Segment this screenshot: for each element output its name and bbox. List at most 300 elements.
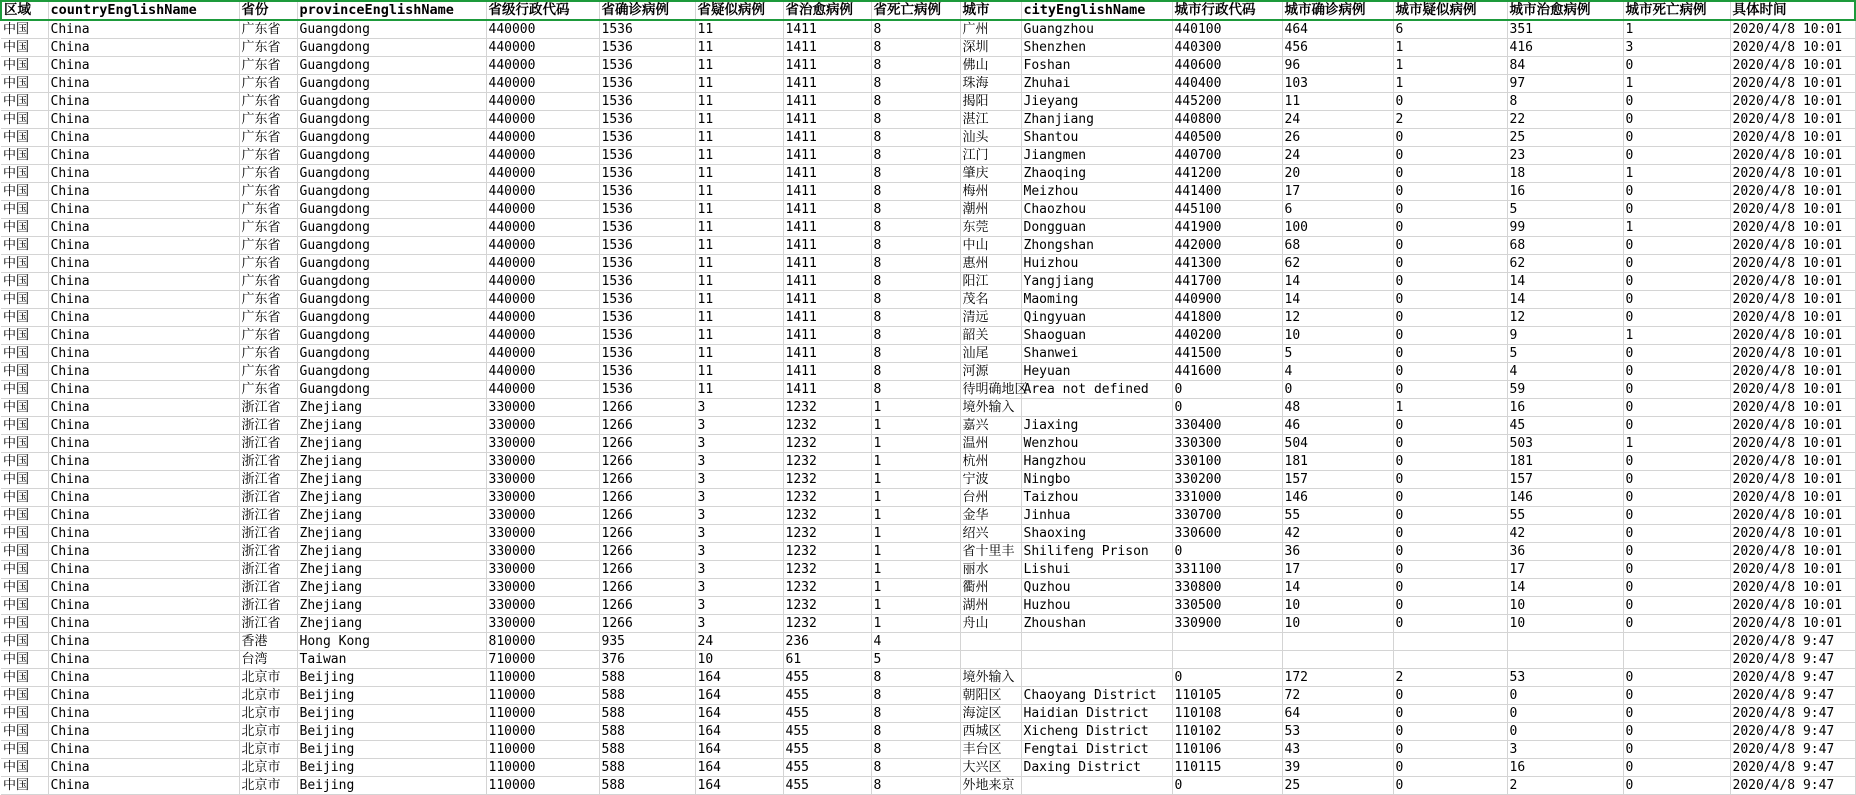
- table-cell[interactable]: 1232: [783, 597, 871, 615]
- table-cell[interactable]: 455: [783, 759, 871, 777]
- column-header[interactable]: 省治愈病例: [783, 1, 871, 20]
- table-cell[interactable]: 2020/4/8 9:47: [1730, 651, 1855, 669]
- table-cell[interactable]: China: [48, 291, 239, 309]
- table-cell[interactable]: 2020/4/8 10:01: [1730, 57, 1855, 75]
- table-cell[interactable]: 1411: [783, 273, 871, 291]
- table-cell[interactable]: 1411: [783, 111, 871, 129]
- table-cell[interactable]: 441300: [1172, 255, 1282, 273]
- column-header[interactable]: 城市: [960, 1, 1021, 20]
- table-cell[interactable]: 25: [1282, 777, 1393, 795]
- table-cell[interactable]: 331100: [1172, 561, 1282, 579]
- table-cell[interactable]: 11: [695, 147, 783, 165]
- table-cell[interactable]: Zhejiang: [297, 489, 486, 507]
- table-cell[interactable]: China: [48, 579, 239, 597]
- table-cell[interactable]: Foshan: [1021, 57, 1172, 75]
- table-cell[interactable]: 5: [1282, 345, 1393, 363]
- table-cell[interactable]: Guangdong: [297, 183, 486, 201]
- table-cell[interactable]: 0: [1507, 723, 1623, 741]
- table-cell[interactable]: 1232: [783, 615, 871, 633]
- table-cell[interactable]: 梅州: [960, 183, 1021, 201]
- table-cell[interactable]: 0: [1507, 687, 1623, 705]
- table-cell[interactable]: 1536: [599, 111, 695, 129]
- table-cell[interactable]: 1232: [783, 507, 871, 525]
- table-cell[interactable]: 8: [871, 705, 960, 723]
- table-cell[interactable]: 416: [1507, 39, 1623, 57]
- table-cell[interactable]: Guangdong: [297, 219, 486, 237]
- table-cell[interactable]: 0: [1393, 687, 1507, 705]
- table-cell[interactable]: 12: [1282, 309, 1393, 327]
- table-cell[interactable]: 香港: [239, 633, 297, 651]
- table-cell[interactable]: China: [48, 489, 239, 507]
- table-cell[interactable]: 0: [1393, 201, 1507, 219]
- table-cell[interactable]: 2: [1393, 111, 1507, 129]
- table-cell[interactable]: 0: [1393, 273, 1507, 291]
- table-cell[interactable]: 36: [1282, 543, 1393, 561]
- table-cell[interactable]: 韶关: [960, 327, 1021, 345]
- table-cell[interactable]: 110106: [1172, 741, 1282, 759]
- table-cell[interactable]: 16: [1507, 183, 1623, 201]
- table-cell[interactable]: 0: [1623, 741, 1730, 759]
- table-cell[interactable]: 14: [1282, 273, 1393, 291]
- table-cell[interactable]: [1507, 633, 1623, 651]
- table-cell[interactable]: 146: [1507, 489, 1623, 507]
- table-cell[interactable]: 440000: [486, 309, 599, 327]
- table-cell[interactable]: 0: [1393, 579, 1507, 597]
- table-cell[interactable]: 0: [1172, 543, 1282, 561]
- table-cell[interactable]: [1393, 633, 1507, 651]
- table-cell[interactable]: China: [48, 39, 239, 57]
- table-cell[interactable]: 588: [599, 741, 695, 759]
- table-cell[interactable]: China: [48, 75, 239, 93]
- table-cell[interactable]: 海淀区: [960, 705, 1021, 723]
- table-cell[interactable]: 12: [1507, 309, 1623, 327]
- table-cell[interactable]: 1536: [599, 327, 695, 345]
- table-cell[interactable]: 8: [871, 345, 960, 363]
- table-cell[interactable]: 1: [1393, 75, 1507, 93]
- table-cell[interactable]: 揭阳: [960, 93, 1021, 111]
- table-cell[interactable]: 3: [695, 561, 783, 579]
- table-cell[interactable]: China: [48, 327, 239, 345]
- table-cell[interactable]: 46: [1282, 417, 1393, 435]
- column-header[interactable]: 城市行政代码: [1172, 1, 1282, 20]
- table-cell[interactable]: 0: [1172, 399, 1282, 417]
- table-cell[interactable]: 浙江省: [239, 435, 297, 453]
- column-header[interactable]: 具体时间: [1730, 1, 1855, 20]
- table-cell[interactable]: 440000: [486, 111, 599, 129]
- table-cell[interactable]: 8: [871, 219, 960, 237]
- table-cell[interactable]: 99: [1507, 219, 1623, 237]
- table-cell[interactable]: 5: [1507, 345, 1623, 363]
- table-cell[interactable]: Daxing District: [1021, 759, 1172, 777]
- table-cell[interactable]: 3: [1623, 39, 1730, 57]
- table-cell[interactable]: 中国: [1, 57, 48, 75]
- table-cell[interactable]: 0: [1623, 111, 1730, 129]
- table-cell[interactable]: 省十里丰: [960, 543, 1021, 561]
- table-cell[interactable]: 1411: [783, 75, 871, 93]
- table-cell[interactable]: 2020/4/8 10:01: [1730, 147, 1855, 165]
- table-cell[interactable]: 宁波: [960, 471, 1021, 489]
- table-cell[interactable]: 佛山: [960, 57, 1021, 75]
- table-cell[interactable]: Guangdong: [297, 129, 486, 147]
- table-cell[interactable]: China: [48, 687, 239, 705]
- table-cell[interactable]: 330700: [1172, 507, 1282, 525]
- table-cell[interactable]: 0: [1393, 183, 1507, 201]
- table-cell[interactable]: 0: [1393, 489, 1507, 507]
- table-cell[interactable]: 441800: [1172, 309, 1282, 327]
- table-cell[interactable]: 朝阳区: [960, 687, 1021, 705]
- table-cell[interactable]: 广东省: [239, 381, 297, 399]
- table-cell[interactable]: 8: [871, 381, 960, 399]
- table-cell[interactable]: China: [48, 165, 239, 183]
- table-cell[interactable]: China: [48, 201, 239, 219]
- table-cell[interactable]: 3: [695, 471, 783, 489]
- table-cell[interactable]: 0: [1393, 723, 1507, 741]
- table-cell[interactable]: 5: [1507, 201, 1623, 219]
- table-cell[interactable]: 503: [1507, 435, 1623, 453]
- table-cell[interactable]: 1232: [783, 579, 871, 597]
- table-cell[interactable]: 广东省: [239, 147, 297, 165]
- table-cell[interactable]: 中国: [1, 435, 48, 453]
- table-cell[interactable]: Meizhou: [1021, 183, 1172, 201]
- table-cell[interactable]: 汕头: [960, 129, 1021, 147]
- table-cell[interactable]: 0: [1393, 759, 1507, 777]
- table-cell[interactable]: 广东省: [239, 201, 297, 219]
- table-cell[interactable]: 330000: [486, 471, 599, 489]
- table-cell[interactable]: 2020/4/8 10:01: [1730, 237, 1855, 255]
- table-cell[interactable]: 1411: [783, 309, 871, 327]
- table-cell[interactable]: 2020/4/8 10:01: [1730, 183, 1855, 201]
- table-cell[interactable]: Chaozhou: [1021, 201, 1172, 219]
- table-cell[interactable]: 3: [695, 615, 783, 633]
- table-cell[interactable]: 0: [1623, 273, 1730, 291]
- table-cell[interactable]: 中国: [1, 273, 48, 291]
- table-cell[interactable]: 440400: [1172, 75, 1282, 93]
- table-cell[interactable]: 1536: [599, 381, 695, 399]
- table-cell[interactable]: 3: [695, 417, 783, 435]
- table-cell[interactable]: China: [48, 417, 239, 435]
- table-cell[interactable]: 中国: [1, 165, 48, 183]
- table-cell[interactable]: 广东省: [239, 129, 297, 147]
- table-cell[interactable]: 440700: [1172, 147, 1282, 165]
- table-cell[interactable]: 广东省: [239, 255, 297, 273]
- table-cell[interactable]: 455: [783, 777, 871, 795]
- table-cell[interactable]: 588: [599, 723, 695, 741]
- table-cell[interactable]: 8: [871, 201, 960, 219]
- table-cell[interactable]: 1411: [783, 129, 871, 147]
- table-cell[interactable]: 3: [695, 507, 783, 525]
- table-cell[interactable]: 440000: [486, 93, 599, 111]
- table-cell[interactable]: 11: [695, 201, 783, 219]
- table-cell[interactable]: 1411: [783, 93, 871, 111]
- table-cell[interactable]: Shaoguan: [1021, 327, 1172, 345]
- table-cell[interactable]: 2020/4/8 9:47: [1730, 759, 1855, 777]
- table-cell[interactable]: 455: [783, 669, 871, 687]
- table-cell[interactable]: 0: [1623, 723, 1730, 741]
- table-cell[interactable]: China: [48, 741, 239, 759]
- table-cell[interactable]: 330900: [1172, 615, 1282, 633]
- table-cell[interactable]: 北京市: [239, 759, 297, 777]
- table-cell[interactable]: 广东省: [239, 363, 297, 381]
- table-cell[interactable]: 2020/4/8 10:01: [1730, 327, 1855, 345]
- table-cell[interactable]: 0: [1393, 615, 1507, 633]
- table-cell[interactable]: 8: [871, 273, 960, 291]
- table-cell[interactable]: 2020/4/8 9:47: [1730, 777, 1855, 795]
- table-cell[interactable]: 440600: [1172, 57, 1282, 75]
- table-cell[interactable]: 0: [1623, 597, 1730, 615]
- table-cell[interactable]: 衢州: [960, 579, 1021, 597]
- table-cell[interactable]: 935: [599, 633, 695, 651]
- table-cell[interactable]: 710000: [486, 651, 599, 669]
- table-cell[interactable]: [1021, 633, 1172, 651]
- table-cell[interactable]: Beijing: [297, 759, 486, 777]
- table-cell[interactable]: 68: [1282, 237, 1393, 255]
- table-cell[interactable]: China: [48, 237, 239, 255]
- table-cell[interactable]: 中国: [1, 309, 48, 327]
- table-cell[interactable]: 中国: [1, 777, 48, 795]
- table-cell[interactable]: 2020/4/8 10:01: [1730, 579, 1855, 597]
- table-cell[interactable]: 1: [871, 615, 960, 633]
- table-cell[interactable]: 0: [1623, 543, 1730, 561]
- table-cell[interactable]: 55: [1507, 507, 1623, 525]
- table-cell[interactable]: 0: [1393, 291, 1507, 309]
- table-cell[interactable]: 中国: [1, 183, 48, 201]
- table-cell[interactable]: 440300: [1172, 39, 1282, 57]
- table-cell[interactable]: 440000: [486, 39, 599, 57]
- table-cell[interactable]: 455: [783, 705, 871, 723]
- table-cell[interactable]: 1411: [783, 381, 871, 399]
- table-cell[interactable]: 1411: [783, 165, 871, 183]
- table-cell[interactable]: Fengtai District: [1021, 741, 1172, 759]
- table-cell[interactable]: Zhejiang: [297, 615, 486, 633]
- table-cell[interactable]: 0: [1393, 417, 1507, 435]
- table-cell[interactable]: 110102: [1172, 723, 1282, 741]
- table-cell[interactable]: 17: [1282, 183, 1393, 201]
- table-cell[interactable]: 中国: [1, 741, 48, 759]
- table-cell[interactable]: 外地来京: [960, 777, 1021, 795]
- table-cell[interactable]: China: [48, 363, 239, 381]
- table-cell[interactable]: 440000: [486, 57, 599, 75]
- table-cell[interactable]: 8: [871, 741, 960, 759]
- table-cell[interactable]: 110000: [486, 741, 599, 759]
- table-cell[interactable]: 236: [783, 633, 871, 651]
- table-cell[interactable]: 24: [695, 633, 783, 651]
- table-cell[interactable]: 8: [871, 255, 960, 273]
- table-cell[interactable]: China: [48, 525, 239, 543]
- table-cell[interactable]: 北京市: [239, 741, 297, 759]
- table-cell[interactable]: 351: [1507, 20, 1623, 39]
- table-cell[interactable]: Zhanjiang: [1021, 111, 1172, 129]
- table-cell[interactable]: 中国: [1, 381, 48, 399]
- table-cell[interactable]: 146: [1282, 489, 1393, 507]
- table-cell[interactable]: 2020/4/8 10:01: [1730, 489, 1855, 507]
- table-cell[interactable]: Zhejiang: [297, 525, 486, 543]
- table-cell[interactable]: 8: [871, 111, 960, 129]
- table-cell[interactable]: 中国: [1, 669, 48, 687]
- table-cell[interactable]: Zhejiang: [297, 579, 486, 597]
- table-cell[interactable]: 中国: [1, 633, 48, 651]
- table-cell[interactable]: 11: [695, 309, 783, 327]
- table-cell[interactable]: 1: [1623, 20, 1730, 39]
- table-cell[interactable]: 1536: [599, 291, 695, 309]
- table-cell[interactable]: 0: [1623, 615, 1730, 633]
- table-cell[interactable]: 2020/4/8 10:01: [1730, 561, 1855, 579]
- table-cell[interactable]: 164: [695, 777, 783, 795]
- table-cell[interactable]: 6: [1282, 201, 1393, 219]
- table-cell[interactable]: Maoming: [1021, 291, 1172, 309]
- table-cell[interactable]: 17: [1282, 561, 1393, 579]
- table-cell[interactable]: 97: [1507, 75, 1623, 93]
- table-cell[interactable]: 0: [1623, 93, 1730, 111]
- table-cell[interactable]: Area not defined: [1021, 381, 1172, 399]
- table-cell[interactable]: Zhejiang: [297, 597, 486, 615]
- table-cell[interactable]: 0: [1623, 345, 1730, 363]
- table-cell[interactable]: 330100: [1172, 453, 1282, 471]
- table-cell[interactable]: 0: [1393, 453, 1507, 471]
- table-cell[interactable]: 11: [695, 39, 783, 57]
- table-cell[interactable]: 3: [695, 399, 783, 417]
- table-cell[interactable]: 8: [871, 165, 960, 183]
- table-cell[interactable]: 1266: [599, 579, 695, 597]
- table-cell[interactable]: 26: [1282, 129, 1393, 147]
- table-cell[interactable]: 肇庆: [960, 165, 1021, 183]
- table-cell[interactable]: 8: [871, 183, 960, 201]
- table-cell[interactable]: 中国: [1, 453, 48, 471]
- table-cell[interactable]: Zhuhai: [1021, 75, 1172, 93]
- table-cell[interactable]: 2020/4/8 10:01: [1730, 111, 1855, 129]
- table-cell[interactable]: China: [48, 57, 239, 75]
- table-cell[interactable]: 1266: [599, 417, 695, 435]
- table-cell[interactable]: Taiwan: [297, 651, 486, 669]
- table-cell[interactable]: 0: [1393, 507, 1507, 525]
- table-cell[interactable]: 330000: [486, 399, 599, 417]
- table-cell[interactable]: 110000: [486, 723, 599, 741]
- table-cell[interactable]: 103: [1282, 75, 1393, 93]
- table-cell[interactable]: 1411: [783, 183, 871, 201]
- table-cell[interactable]: 376: [599, 651, 695, 669]
- table-cell[interactable]: 惠州: [960, 255, 1021, 273]
- table-cell[interactable]: 0: [1623, 57, 1730, 75]
- table-cell[interactable]: Jinhua: [1021, 507, 1172, 525]
- table-cell[interactable]: 1232: [783, 489, 871, 507]
- table-cell[interactable]: 11: [1282, 93, 1393, 111]
- table-cell[interactable]: 11: [695, 219, 783, 237]
- table-cell[interactable]: 1266: [599, 615, 695, 633]
- table-cell[interactable]: 北京市: [239, 705, 297, 723]
- table-cell[interactable]: 440000: [486, 20, 599, 39]
- table-cell[interactable]: 2020/4/8 10:01: [1730, 417, 1855, 435]
- table-cell[interactable]: 0: [1623, 777, 1730, 795]
- table-cell[interactable]: 中国: [1, 255, 48, 273]
- table-cell[interactable]: China: [48, 543, 239, 561]
- table-cell[interactable]: 11: [695, 255, 783, 273]
- table-cell[interactable]: 440000: [486, 255, 599, 273]
- table-cell[interactable]: China: [48, 651, 239, 669]
- table-cell[interactable]: 11: [695, 183, 783, 201]
- table-cell[interactable]: Hangzhou: [1021, 453, 1172, 471]
- column-header[interactable]: 城市治愈病例: [1507, 1, 1623, 20]
- table-cell[interactable]: 0: [1623, 201, 1730, 219]
- table-cell[interactable]: 330200: [1172, 471, 1282, 489]
- table-cell[interactable]: 1536: [599, 201, 695, 219]
- table-cell[interactable]: 2020/4/8 10:01: [1730, 165, 1855, 183]
- table-cell[interactable]: Jieyang: [1021, 93, 1172, 111]
- table-cell[interactable]: 2020/4/8 10:01: [1730, 309, 1855, 327]
- table-cell[interactable]: 1411: [783, 39, 871, 57]
- table-cell[interactable]: 0: [1623, 687, 1730, 705]
- table-cell[interactable]: 潮州: [960, 201, 1021, 219]
- table-cell[interactable]: [1623, 651, 1730, 669]
- table-cell[interactable]: 440000: [486, 345, 599, 363]
- table-cell[interactable]: 8: [871, 75, 960, 93]
- table-cell[interactable]: 1266: [599, 543, 695, 561]
- table-cell[interactable]: 17: [1507, 561, 1623, 579]
- table-cell[interactable]: 1: [871, 417, 960, 435]
- table-cell[interactable]: [1021, 399, 1172, 417]
- table-cell[interactable]: Chaoyang District: [1021, 687, 1172, 705]
- table-cell[interactable]: 浙江省: [239, 471, 297, 489]
- table-cell[interactable]: 18: [1507, 165, 1623, 183]
- table-cell[interactable]: 8: [871, 777, 960, 795]
- table-cell[interactable]: China: [48, 723, 239, 741]
- table-cell[interactable]: 阳江: [960, 273, 1021, 291]
- table-cell[interactable]: 1411: [783, 57, 871, 75]
- table-cell[interactable]: 4: [1507, 363, 1623, 381]
- table-cell[interactable]: Heyuan: [1021, 363, 1172, 381]
- table-cell[interactable]: 2020/4/8 10:01: [1730, 471, 1855, 489]
- table-cell[interactable]: 中国: [1, 111, 48, 129]
- table-cell[interactable]: 1411: [783, 20, 871, 39]
- table-cell[interactable]: 中国: [1, 129, 48, 147]
- table-cell[interactable]: 0: [1393, 363, 1507, 381]
- table-cell[interactable]: 中国: [1, 615, 48, 633]
- table-cell[interactable]: 0: [1393, 237, 1507, 255]
- table-cell[interactable]: 440000: [486, 165, 599, 183]
- table-cell[interactable]: 0: [1393, 705, 1507, 723]
- table-cell[interactable]: 台州: [960, 489, 1021, 507]
- table-cell[interactable]: Zhejiang: [297, 507, 486, 525]
- table-cell[interactable]: 2020/4/8 9:47: [1730, 741, 1855, 759]
- table-cell[interactable]: 嘉兴: [960, 417, 1021, 435]
- table-cell[interactable]: 504: [1282, 435, 1393, 453]
- table-cell[interactable]: 0: [1393, 327, 1507, 345]
- table-cell[interactable]: Shenzhen: [1021, 39, 1172, 57]
- table-cell[interactable]: Guangdong: [297, 363, 486, 381]
- table-cell[interactable]: 1266: [599, 435, 695, 453]
- table-cell[interactable]: [1172, 633, 1282, 651]
- table-cell[interactable]: 1232: [783, 453, 871, 471]
- table-cell[interactable]: Shantou: [1021, 129, 1172, 147]
- table-cell[interactable]: 64: [1282, 705, 1393, 723]
- column-header[interactable]: 城市确诊病例: [1282, 1, 1393, 20]
- table-cell[interactable]: 2020/4/8 10:01: [1730, 75, 1855, 93]
- table-cell[interactable]: 大兴区: [960, 759, 1021, 777]
- table-cell[interactable]: 绍兴: [960, 525, 1021, 543]
- table-cell[interactable]: 2020/4/8 10:01: [1730, 507, 1855, 525]
- table-cell[interactable]: 11: [695, 381, 783, 399]
- table-cell[interactable]: 1: [871, 399, 960, 417]
- table-cell[interactable]: 1266: [599, 399, 695, 417]
- table-cell[interactable]: 42: [1282, 525, 1393, 543]
- table-cell[interactable]: 330000: [486, 597, 599, 615]
- table-cell[interactable]: 440000: [486, 237, 599, 255]
- table-cell[interactable]: 台湾: [239, 651, 297, 669]
- table-cell[interactable]: 10: [1282, 327, 1393, 345]
- table-cell[interactable]: 0: [1393, 165, 1507, 183]
- table-cell[interactable]: 中国: [1, 723, 48, 741]
- table-cell[interactable]: China: [48, 111, 239, 129]
- table-cell[interactable]: 1536: [599, 20, 695, 39]
- table-cell[interactable]: 0: [1623, 507, 1730, 525]
